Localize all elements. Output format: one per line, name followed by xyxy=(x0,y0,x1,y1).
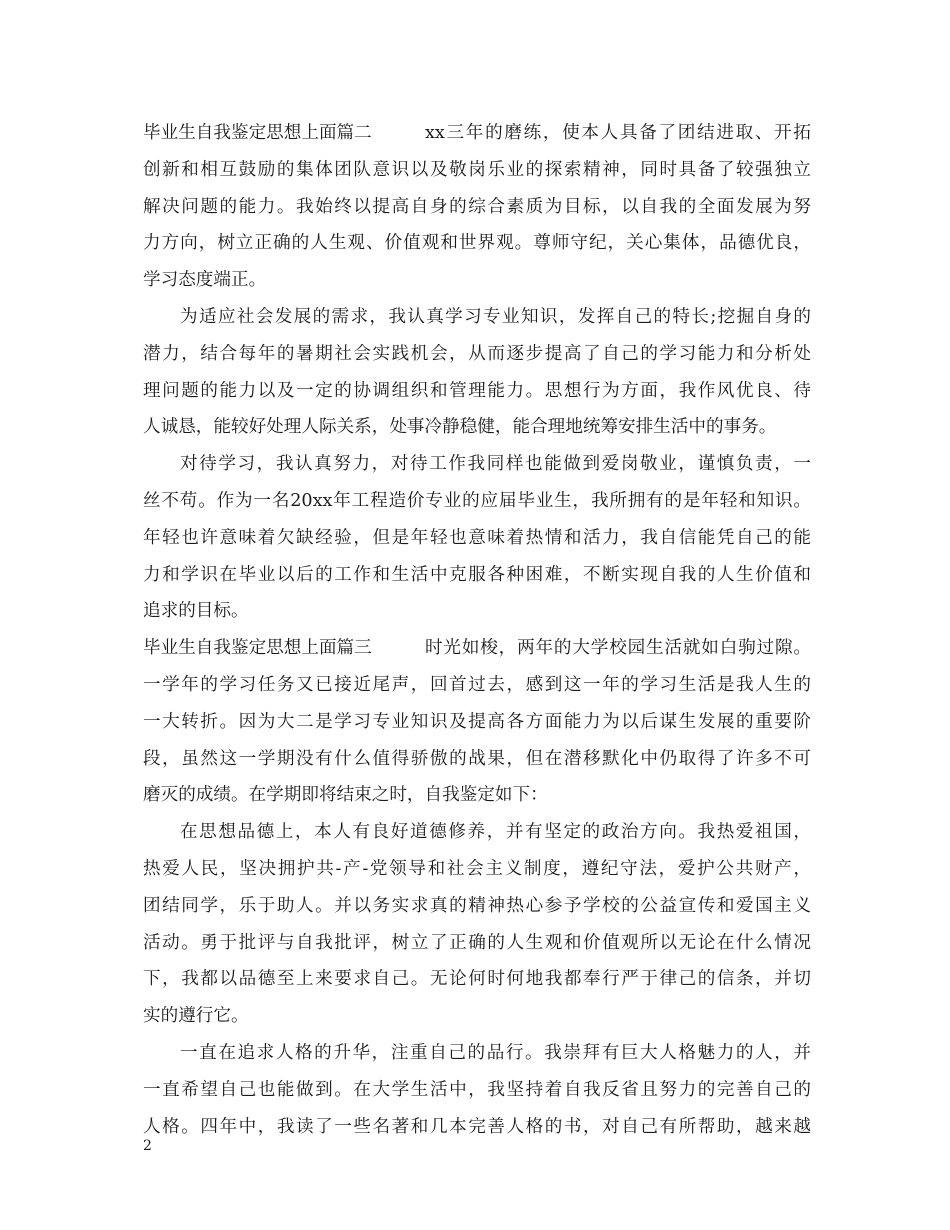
paragraph-line: 潜力，结合每年的暑期社会实践机会，从而逐步提高了自己的学习能力和分析处 xyxy=(143,343,811,364)
section-heading-line xyxy=(143,630,811,667)
paragraph-line: 一直希望自己也能做到。在大学生活中，我坚持着自我反省且努力的完善自己的 xyxy=(143,1079,811,1100)
paragraph-line: 活动。勇于批评与自我批评，树立了正确的人生观和价值观所以无论在什么情况 xyxy=(143,932,811,953)
paragraph-line: 创新和相互鼓励的集体团队意识以及敬岗乐业的探索精神，同时具备了较强独立 xyxy=(143,159,811,180)
document-body xyxy=(143,115,811,1145)
paragraph-line: 丝不苟。作为一名20xx年工程造价专业的应届毕业生，我所拥有的是年轻和知识。 xyxy=(143,490,811,511)
paragraph-line: 人诚恳，能较好处理人际关系，处事冷静稳健，能合理地统筹安排生活中的事务。 xyxy=(143,417,777,438)
paragraph-line: 理问题的能力以及一定的协调组织和管理能力。思想行为方面，我作风优良、待 xyxy=(143,380,811,401)
paragraph-line: 为适应社会发展的需求，我认真学习专业知识，发挥自己的特长;挖掘自身的 xyxy=(180,306,811,327)
paragraph-line: 人格。四年中，我读了一些名著和几本完善人格的书，对自己有所帮助，越来越 xyxy=(143,1116,811,1137)
paragraph-line: 力方向，树立正确的人生观、价值观和世界观。尊师守纪，关心集体，品德优良， xyxy=(143,233,811,254)
paragraph-line: 学习态度端正。 xyxy=(143,270,267,291)
paragraph-line: 力和学识在毕业以后的工作和生活中克服各种困难，不断实现自我的人生价值和 xyxy=(143,564,811,585)
paragraph-line: 一大转折。因为大二是学习专业知识及提高各方面能力为以后谋生发展的重要阶 xyxy=(143,711,811,732)
paragraph-line: 热爱人民，坚决拥护共-产-党领导和社会主义制度，遵纪守法，爱护公共财产， xyxy=(143,858,811,879)
paragraph-line: 年轻也许意味着欠缺经验，但是年轻也意味着热情和活力，我自信能凭自己的能 xyxy=(143,527,811,548)
paragraph-line: 段，虽然这一学期没有什么值得骄傲的战果，但在潜移默化中仍取得了许多不可 xyxy=(143,748,811,769)
section-heading: 毕业生自我鉴定思想上面篇三 xyxy=(143,638,372,659)
paragraph-line: 一直在追求人格的升华，注重自己的品行。我崇拜有巨大人格魅力的人，并 xyxy=(180,1042,811,1063)
paragraph-line: 团结同学，乐于助人。并以务实求真的精神热心参予学校的公益宣传和爱国主义 xyxy=(143,895,811,916)
paragraph-line: 在思想品德上，本人有良好道德修养，并有坚定的政治方向。我热爱祖国， xyxy=(180,822,811,843)
paragraph-line: 追求的目标。 xyxy=(143,601,249,622)
section-first-line: 时光如梭，两年的大学校园生活就如白驹过隙。 xyxy=(425,638,811,659)
paragraph-line: 一学年的学习任务又已接近尾声，回首过去，感到这一年的学习生活是我人生的 xyxy=(143,674,811,695)
paragraph-line: 下，我都以品德至上来要求自己。无论何时何地我都奉行严于律己的信条，并切 xyxy=(143,969,811,990)
paragraph-line: 磨灭的成绩。在学期即将结束之时，自我鉴定如下： xyxy=(143,785,548,806)
paragraph-line: 对待学习，我认真努力，对待工作我同样也能做到爱岗敬业，谨慎负责，一 xyxy=(180,454,811,475)
section-heading-line xyxy=(143,115,811,152)
section-heading: 毕业生自我鉴定思想上面篇二 xyxy=(143,123,372,143)
paragraph-line: 实的遵行它。 xyxy=(143,1006,249,1027)
paragraph-line: 解决问题的能力。我始终以提高自身的综合素质为目标，以自我的全面发展为努 xyxy=(143,196,811,217)
page-number: 2 xyxy=(143,1138,152,1154)
section-first-line: xx三年的磨练，使本人具备了团结进取、开拓 xyxy=(425,123,811,143)
